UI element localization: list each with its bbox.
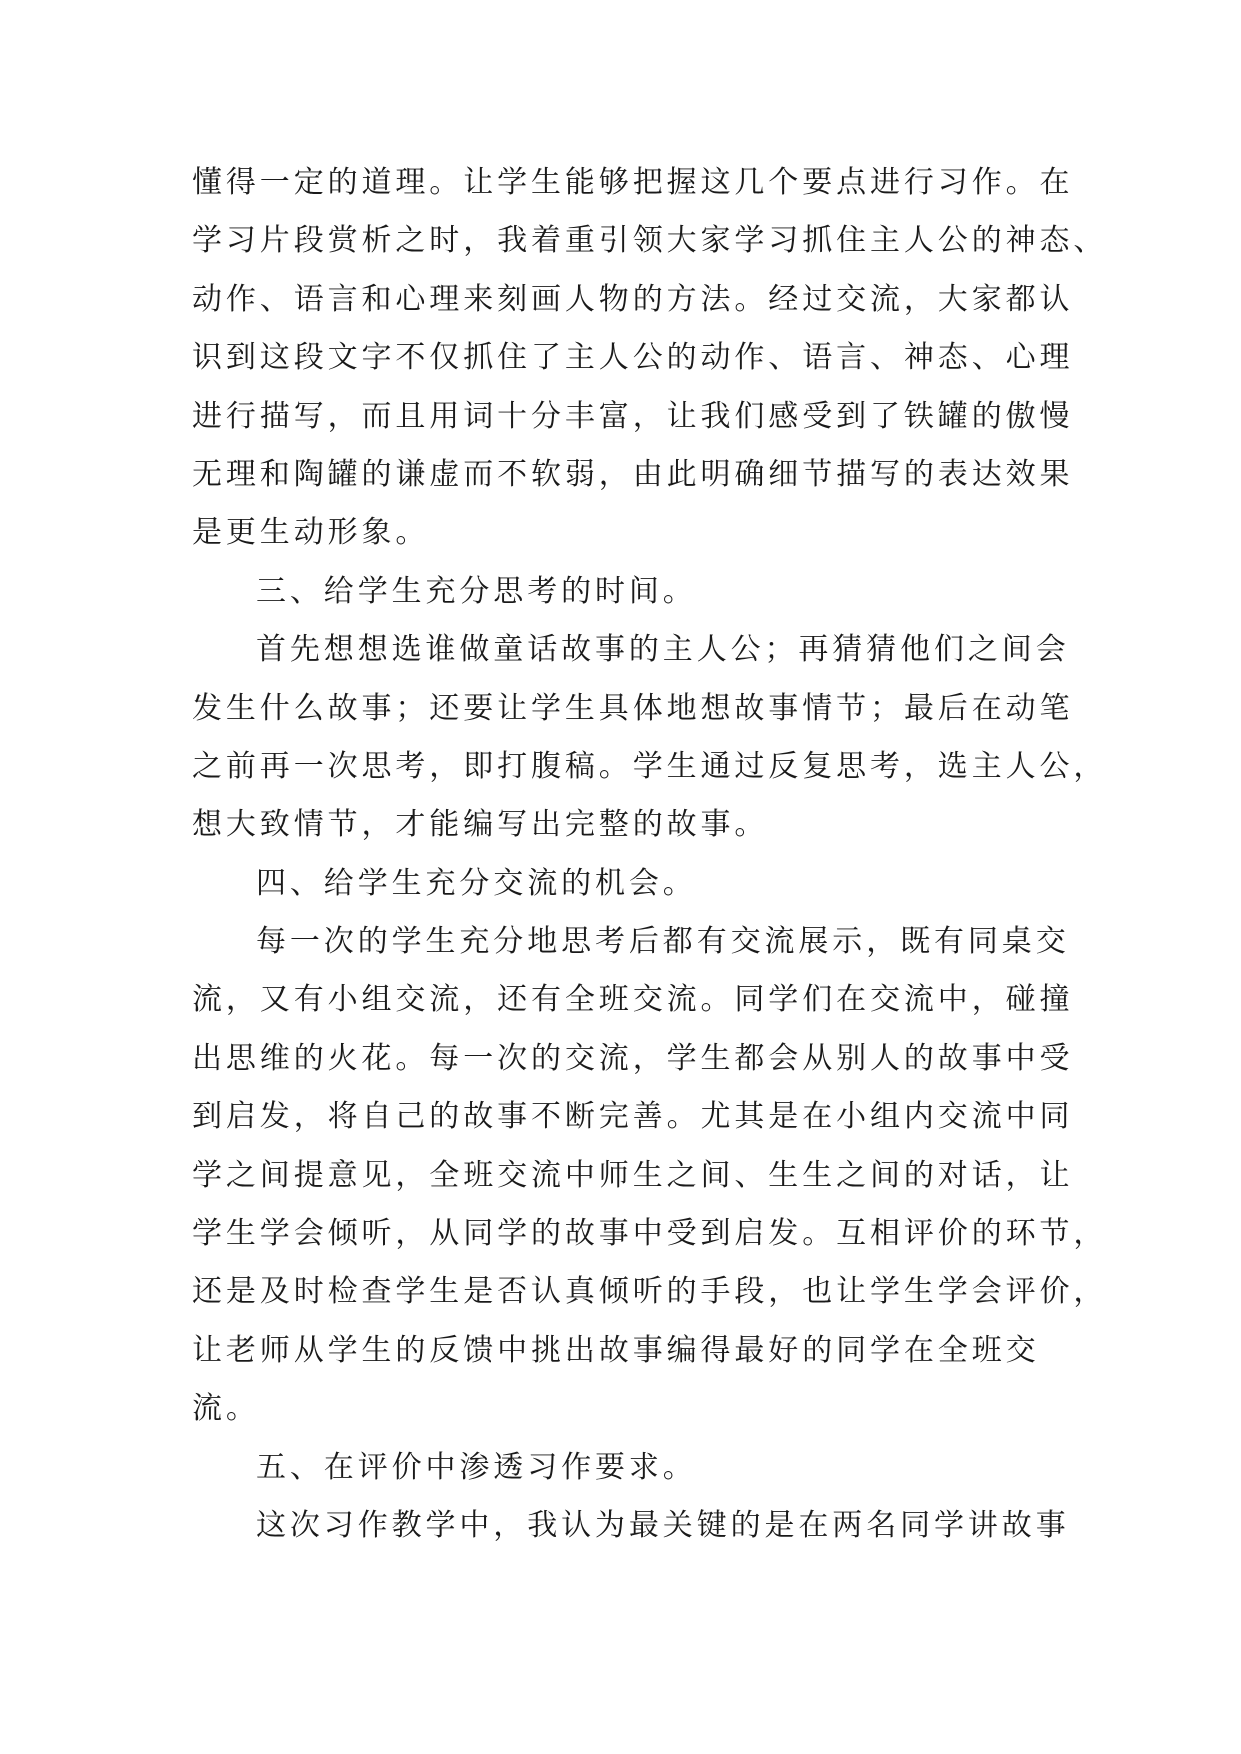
text-line: 流。 — [192, 1391, 260, 1427]
text-line: 想大致情节，才能编写出完整的故事。 — [192, 807, 769, 843]
section-heading: 三、给学生充分思考的时间。 — [256, 573, 697, 609]
document-body — [192, 154, 1108, 1555]
text-line: 流，又有小组交流，还有全班交流。同学们在交流中，碰撞 — [192, 982, 1074, 1018]
text-line: 之前再一次思考，即打腹稿。学生通过反复思考，选主人公， — [192, 748, 1108, 784]
text-line: 学生学会倾听，从同学的故事中受到启发。互相评价的环节， — [192, 1216, 1108, 1252]
text-line: 无理和陶罐的谦虚而不软弱，由此明确细节描写的表达效果 — [192, 456, 1074, 492]
text-line: 学之间提意见，全班交流中师生之间、生生之间的对话，让 — [192, 1157, 1074, 1193]
text-line: 发生什么故事；还要让学生具体地想故事情节；最后在动笔 — [192, 690, 1074, 726]
section-heading: 四、给学生充分交流的机会。 — [256, 865, 697, 901]
text-line: 让老师从学生的反馈中挑出故事编得最好的同学在全班交 — [192, 1332, 1040, 1368]
paragraph-start-line: 每一次的学生充分地思考后都有交流展示，既有同桌交 — [256, 924, 1070, 960]
text-line: 是更生动形象。 — [192, 515, 430, 551]
text-line: 进行描写，而且用词十分丰富，让我们感受到了铁罐的傲慢 — [192, 398, 1074, 434]
section-heading: 五、在评价中渗透习作要求。 — [256, 1449, 697, 1485]
paragraph-start-line: 这次习作教学中，我认为最关键的是在两名同学讲故事 — [256, 1507, 1070, 1543]
text-line: 懂得一定的道理。让学生能够把握这几个要点进行习作。在 — [192, 165, 1074, 200]
paragraph-start-line: 首先想想选谁做童话故事的主人公；再猜猜他们之间会 — [256, 632, 1070, 668]
text-line: 出思维的火花。每一次的交流，学生都会从别人的故事中受 — [192, 1040, 1074, 1076]
text-line: 动作、语言和心理来刻画人物的方法。经过交流，大家都认 — [192, 281, 1074, 317]
text-line: 学习片段赏析之时，我着重引领大家学习抓住主人公的神态、 — [192, 223, 1108, 259]
text-line: 还是及时检查学生是否认真倾听的手段，也让学生学会评价， — [192, 1274, 1108, 1310]
text-line: 识到这段文字不仅抓住了主人公的动作、语言、神态、心理 — [192, 340, 1074, 376]
text-line: 到启发，将自己的故事不断完善。尤其是在小组内交流中同 — [192, 1099, 1074, 1135]
